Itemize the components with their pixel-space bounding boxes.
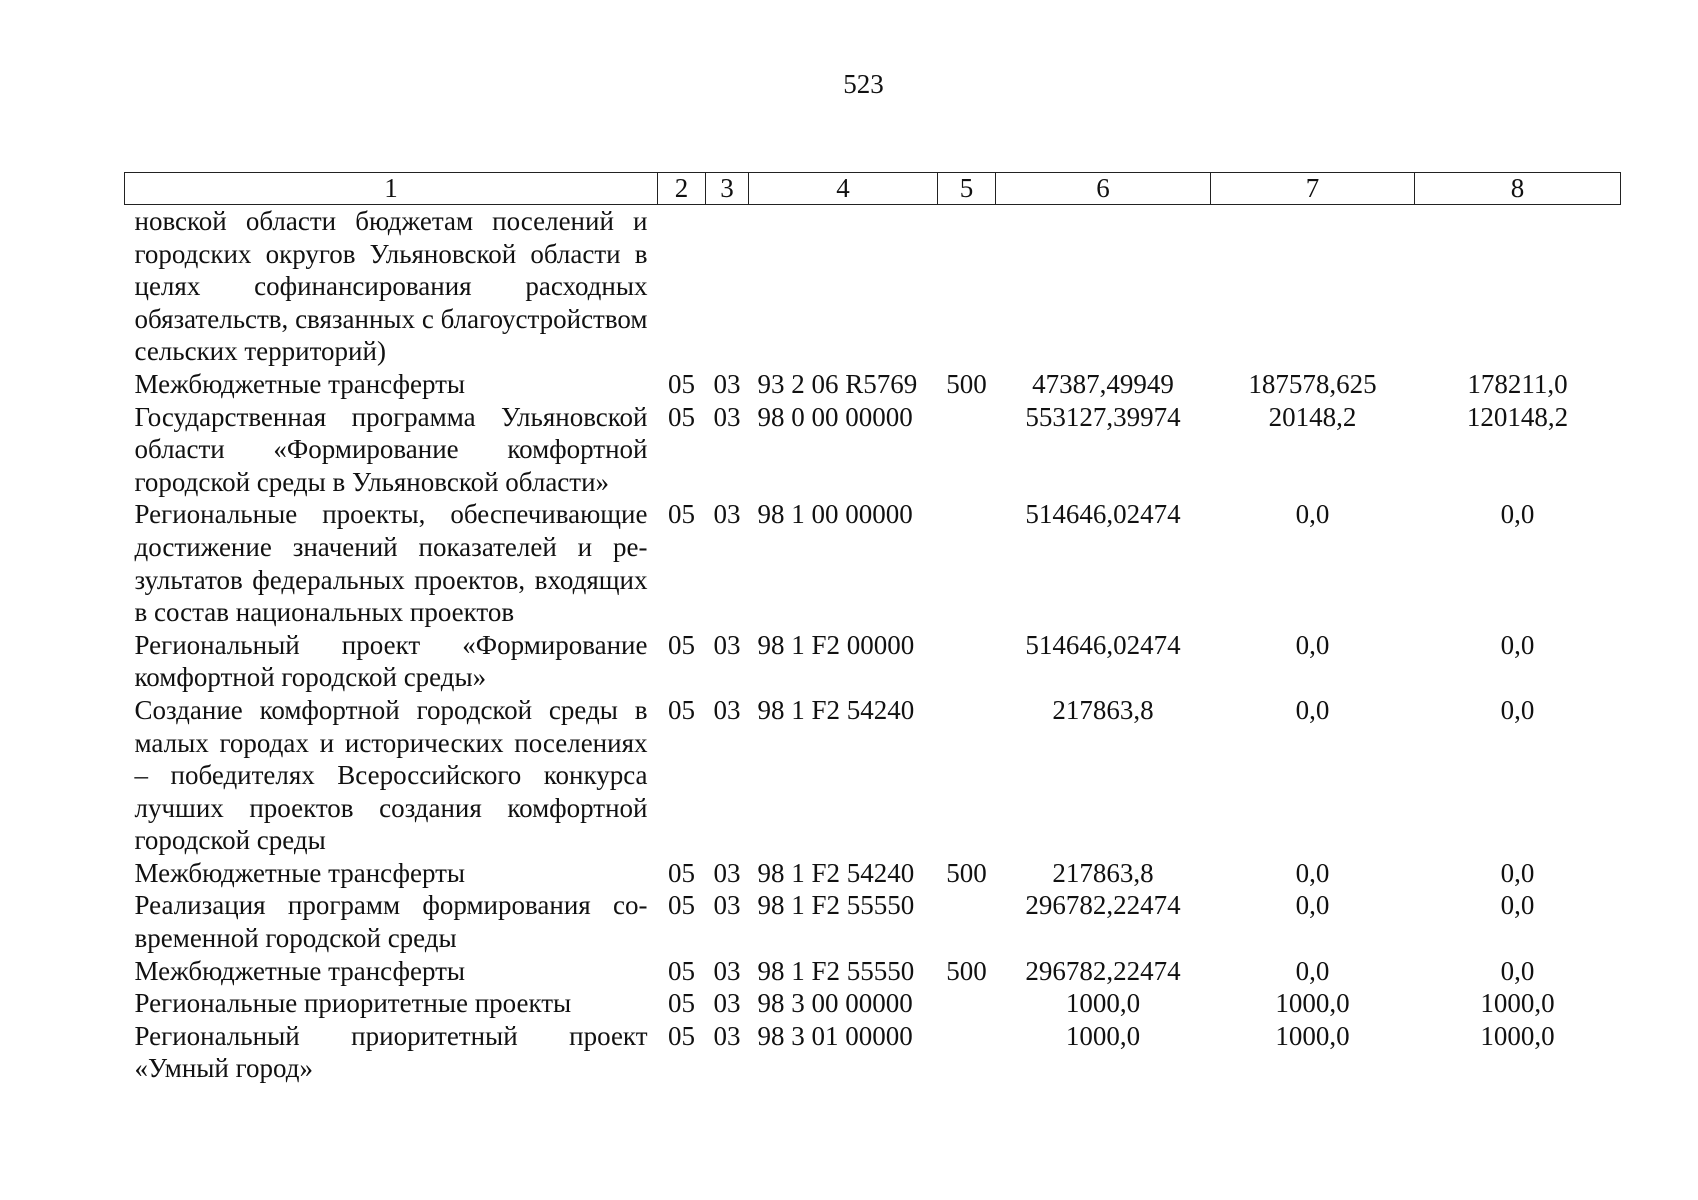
row-expense-type bbox=[938, 498, 996, 628]
row-amount-6: 553127,39974 bbox=[1025, 401, 1181, 432]
row-section: 05 bbox=[668, 499, 695, 530]
row-amount-7: 1000,0 bbox=[1275, 988, 1350, 1019]
row-article: 98 3 00 00000 bbox=[757, 988, 913, 1019]
row-name: Межбюджетные трансферты bbox=[134, 857, 466, 888]
row-section: 05 bbox=[668, 955, 695, 986]
header-col-8: 8 bbox=[1415, 173, 1621, 205]
header-col-5: 5 bbox=[938, 173, 996, 205]
row-subsection: 03 bbox=[713, 629, 741, 660]
header-col-7: 7 bbox=[1211, 173, 1415, 205]
row-amount-8: 1000,0 bbox=[1480, 988, 1555, 1019]
row-amount-7: 187578,625 bbox=[1248, 368, 1377, 399]
row-amount-6: 514646,02474 bbox=[1025, 629, 1181, 660]
table-header-row bbox=[125, 173, 1621, 205]
row-amount-7: 0,0 bbox=[1295, 857, 1330, 888]
row-expense-type bbox=[938, 694, 996, 857]
table-row bbox=[125, 205, 1621, 368]
table-row bbox=[125, 955, 1621, 988]
budget-table bbox=[124, 172, 1621, 1085]
row-article: 98 1 F2 54240 bbox=[757, 694, 915, 725]
row-article: 98 1 F2 55550 bbox=[757, 955, 915, 986]
table-row bbox=[125, 498, 1621, 628]
row-name: новской области бюджетам поселений и городских округов Ульяновской области в целях софинансирования расходных обязательств, связанных с благоустройством сельских территорий) bbox=[134, 206, 648, 367]
row-amount-8: 0,0 bbox=[1500, 857, 1535, 888]
row-expense-type bbox=[938, 205, 996, 368]
row-article: 98 3 01 00000 bbox=[757, 1020, 913, 1051]
row-subsection: 03 bbox=[713, 988, 741, 1019]
row-subsection bbox=[706, 205, 749, 368]
row-article bbox=[749, 205, 938, 368]
row-subsection: 03 bbox=[713, 368, 741, 399]
row-section: 05 bbox=[668, 368, 695, 399]
row-amount-6: 217863,8 bbox=[1052, 694, 1154, 725]
row-name: Региональные приоритетные проекты bbox=[134, 988, 572, 1019]
row-amount-6: 296782,22474 bbox=[1025, 955, 1181, 986]
row-name: Реализация программ формирования современной городской среды bbox=[134, 890, 648, 954]
row-expense-type bbox=[938, 987, 996, 1020]
row-expense-type bbox=[938, 889, 996, 954]
row-name: Создание комфортной городской среды в малых городах и исторических поселениях – победителях Всероссийского конкурса лучших проектов создания комфортной городской среды bbox=[134, 694, 648, 856]
row-subsection: 03 bbox=[713, 499, 741, 530]
row-amount-8: 120148,2 bbox=[1466, 401, 1569, 432]
header-col-3: 3 bbox=[706, 173, 749, 205]
row-subsection: 03 bbox=[713, 857, 741, 888]
row-amount-8: 0,0 bbox=[1500, 890, 1535, 921]
row-article: 93 2 06 R5769 bbox=[757, 368, 918, 399]
header-col-6: 6 bbox=[996, 173, 1211, 205]
row-section: 05 bbox=[668, 890, 695, 921]
row-section: 05 bbox=[668, 694, 695, 725]
row-amount-6 bbox=[996, 205, 1211, 368]
row-section bbox=[658, 205, 706, 368]
row-subsection: 03 bbox=[713, 1020, 741, 1051]
row-amount-6: 1000,0 bbox=[1065, 988, 1141, 1019]
row-expense-type: 500 bbox=[946, 368, 987, 399]
row-amount-8: 1000,0 bbox=[1480, 1020, 1555, 1051]
row-amount-7: 0,0 bbox=[1295, 629, 1330, 660]
header-col-4: 4 bbox=[749, 173, 938, 205]
row-amount-7: 0,0 bbox=[1295, 694, 1330, 725]
table-row bbox=[125, 857, 1621, 890]
row-amount-8: 0,0 bbox=[1500, 955, 1535, 986]
row-subsection: 03 bbox=[713, 401, 741, 432]
row-expense-type: 500 bbox=[946, 857, 987, 888]
row-amount-7: 0,0 bbox=[1295, 499, 1330, 530]
row-expense-type bbox=[938, 629, 996, 694]
row-name: Государственная программа Ульяновской области «Формирование комфортной городской среды в Ульяновской области» bbox=[134, 401, 648, 497]
row-subsection: 03 bbox=[713, 890, 741, 921]
row-amount-8 bbox=[1415, 205, 1621, 368]
page-number: 523 bbox=[843, 69, 884, 99]
row-section: 05 bbox=[668, 401, 695, 432]
row-section: 05 bbox=[668, 857, 695, 888]
row-section: 05 bbox=[668, 988, 695, 1019]
row-amount-6: 217863,8 bbox=[1052, 857, 1154, 888]
row-name: Межбюджетные трансферты bbox=[134, 368, 466, 399]
table-row bbox=[125, 401, 1621, 499]
row-amount-6: 47387,49949 bbox=[1032, 368, 1174, 399]
row-amount-7 bbox=[1211, 205, 1415, 368]
table-row bbox=[125, 629, 1621, 694]
header-col-1: 1 bbox=[125, 173, 658, 205]
row-amount-8: 0,0 bbox=[1500, 499, 1535, 530]
row-name: Региональные проекты, обеспечивающие достижение значений показателей и результатов федеральных проектов, входящих в состав национальных проектов bbox=[134, 499, 648, 628]
row-amount-7: 1000,0 bbox=[1275, 1020, 1350, 1051]
table-row bbox=[125, 368, 1621, 401]
row-amount-7: 20148,2 bbox=[1268, 401, 1357, 432]
row-article: 98 1 F2 55550 bbox=[757, 890, 915, 921]
row-expense-type: 500 bbox=[946, 955, 987, 986]
row-section: 05 bbox=[668, 629, 695, 660]
row-expense-type bbox=[938, 1020, 996, 1085]
row-amount-7: 0,0 bbox=[1295, 955, 1330, 986]
row-amount-6: 1000,0 bbox=[1065, 1020, 1141, 1051]
table-row bbox=[125, 694, 1621, 857]
row-amount-8: 0,0 bbox=[1500, 694, 1535, 725]
table-row bbox=[125, 987, 1621, 1020]
row-amount-8: 178211,0 bbox=[1467, 368, 1568, 399]
row-expense-type bbox=[938, 401, 996, 499]
row-subsection: 03 bbox=[713, 694, 741, 725]
row-amount-7: 0,0 bbox=[1295, 890, 1330, 921]
row-article: 98 1 00 00000 bbox=[757, 499, 913, 530]
row-article: 98 1 F2 00000 bbox=[757, 629, 915, 660]
row-amount-8: 0,0 bbox=[1500, 629, 1535, 660]
row-name: Межбюджетные трансферты bbox=[134, 955, 466, 986]
row-subsection: 03 bbox=[713, 955, 741, 986]
row-article: 98 0 00 00000 bbox=[757, 401, 913, 432]
header-col-2: 2 bbox=[658, 173, 706, 205]
row-section: 05 bbox=[668, 1020, 695, 1051]
table-row bbox=[125, 889, 1621, 954]
row-name: Региональный приоритетный проект «Умный город» bbox=[134, 1020, 648, 1084]
table-row bbox=[125, 1020, 1621, 1085]
row-amount-6: 514646,02474 bbox=[1025, 499, 1181, 530]
row-amount-6: 296782,22474 bbox=[1025, 890, 1181, 921]
row-article: 98 1 F2 54240 bbox=[757, 857, 915, 888]
row-name: Региональный проект «Формирование комфортной городской среды» bbox=[134, 629, 648, 693]
